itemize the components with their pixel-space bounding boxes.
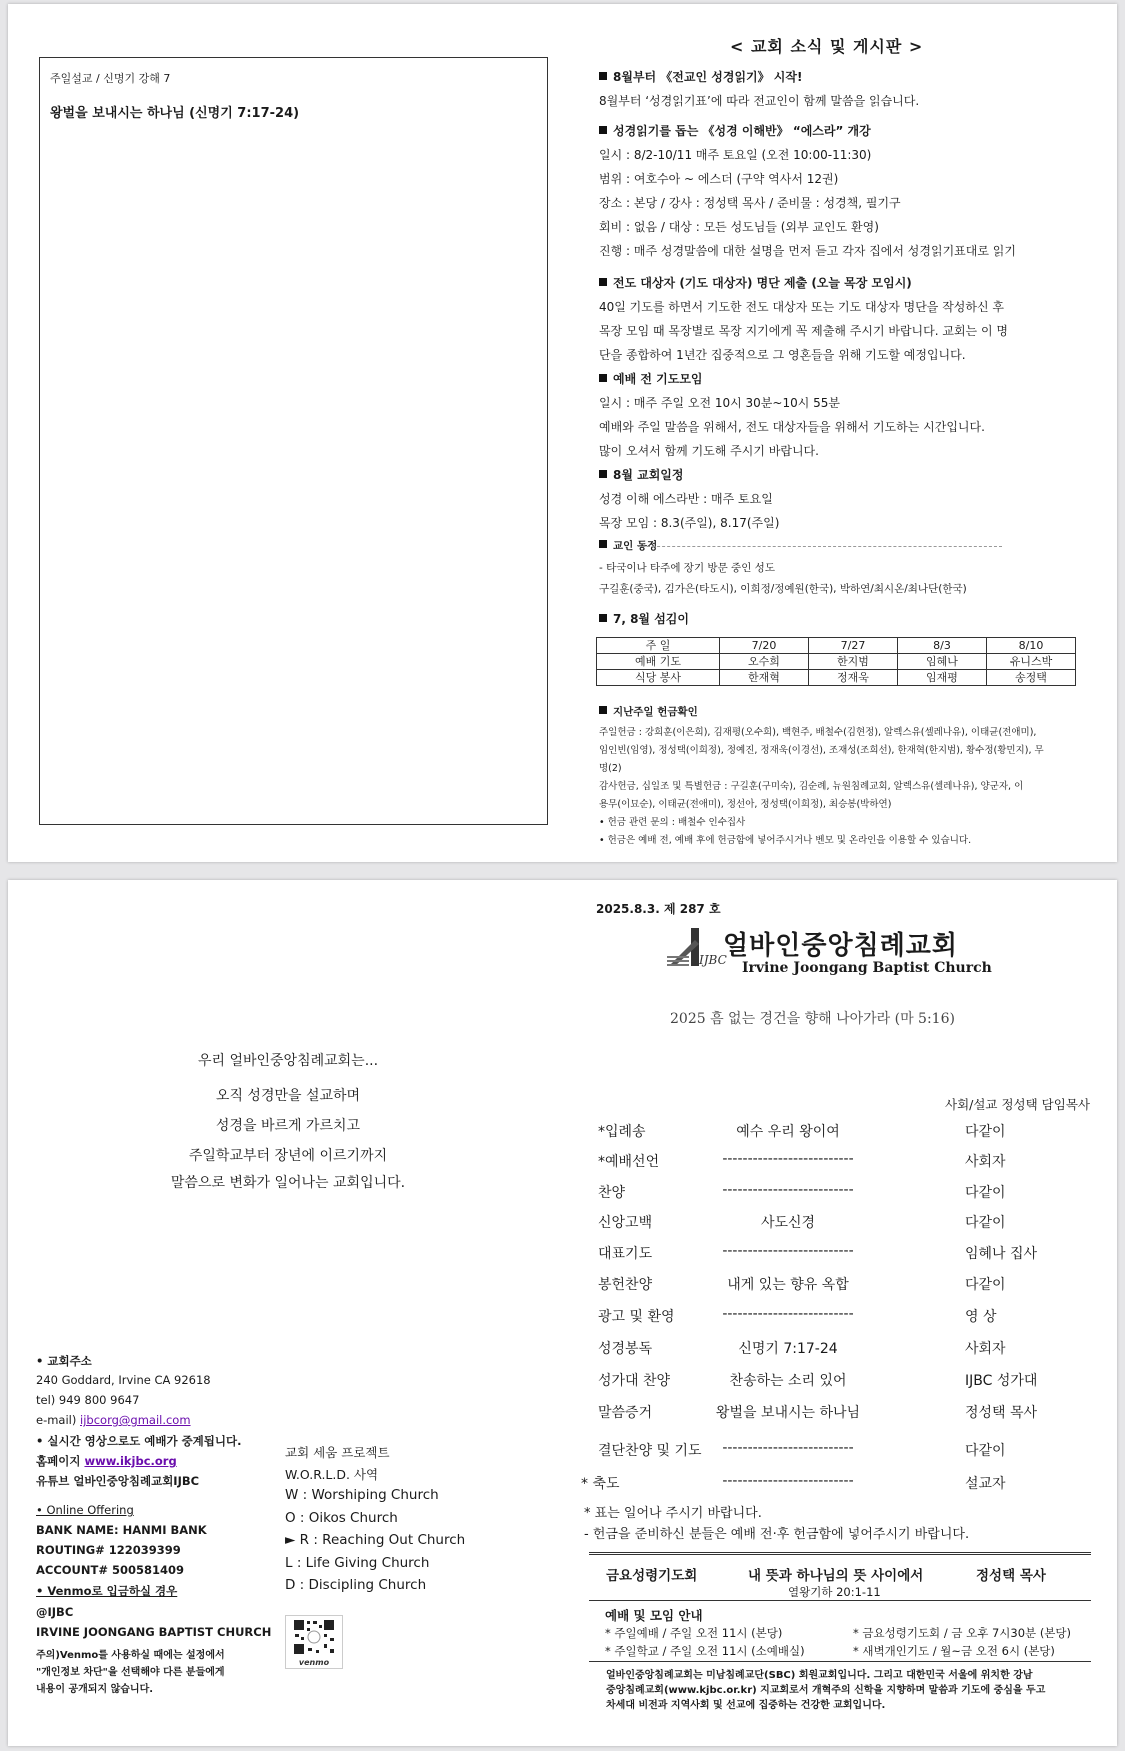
news-line: 일시 : 매주 주일 오전 10시 30분~10시 55분 — [599, 396, 840, 410]
bulletin-cover-page — [8, 880, 1117, 1746]
order-label: *예배선언 — [598, 1154, 660, 1170]
table-cell: 한재혁 — [720, 670, 809, 686]
project-item: O : Oikos Church — [285, 1510, 398, 1526]
order-leader: 다같이 — [965, 1277, 1006, 1293]
about-line: 차세대 비전과 지역사회 및 선교에 집중하는 건강한 교회입니다. — [606, 1700, 886, 1711]
vision-line: 주일학교부터 장년에 이르기까지 — [188, 1148, 388, 1164]
address-label: • 교회주소 — [36, 1354, 92, 1368]
news-line: 구길훈(중국), 김가은(타도시), 이희정/정예원(한국), 박하연/최시온/최나단(한국) — [599, 583, 967, 595]
table-cell: 정재욱 — [809, 670, 898, 686]
news-heading: 교인 동정 — [599, 538, 657, 553]
news-line: 범위 : 여호수아 ~ 에스더 (구약 역사서 12권) — [599, 172, 839, 186]
order-leader: 다같이 — [965, 1124, 1006, 1140]
vision-line: 오직 성경만을 설교하며 — [215, 1088, 361, 1104]
address: 240 Goddard, Irvine CA 92618 — [36, 1373, 211, 1387]
news-line: 8월부터 ‘성경읽기표’에 따라 전교인이 함께 말씀을 읽습니다. — [599, 94, 920, 108]
order-content: 신명기 7:17-24 — [738, 1341, 838, 1357]
news-line: 성경 이해 에스라반 : 매주 토요일 — [599, 492, 773, 506]
venmo-note: "개인정보 차단"을 선택해야 다른 분들에게 — [36, 1667, 225, 1678]
table-cell: 한지범 — [809, 654, 898, 670]
news-line: 예배와 주일 말씀을 위해서, 전도 대상자들을 위해서 기도하는 시간입니다. — [599, 420, 985, 434]
table-row — [597, 654, 1076, 670]
routing-number: ROUTING# 122039399 — [36, 1543, 181, 1557]
order-label: 광고 및 환영 — [598, 1309, 675, 1325]
news-line: 40일 기도를 하면서 기도한 전도 대상자 또는 기도 대상자 명단을 작성하신 후 — [599, 300, 1004, 314]
news-line: 단을 종합하여 1년간 집중적으로 그 영혼들을 위해 기도할 예정입니다. — [599, 348, 966, 362]
news-heading: 지난주일 헌금확인 — [599, 704, 698, 719]
venmo-id: @IJBC — [36, 1605, 74, 1619]
order-leader: 사회자 — [965, 1341, 1006, 1357]
project-title: 교회 세움 프로젝트 — [285, 1445, 390, 1460]
order-leader: 다같이 — [965, 1215, 1006, 1231]
order-content: 예수 우리 왕이여 — [736, 1124, 840, 1140]
table-cell: 송정택 — [987, 670, 1076, 686]
youtube-channel: 유튜브 얼바인중앙침례교회IJBC — [36, 1474, 200, 1488]
vision-line: 말씀으로 변화가 일어나는 교회입니다. — [170, 1175, 406, 1191]
project-subtitle: W.O.R.L.D. 사역 — [285, 1467, 379, 1482]
sermon-notes-box — [39, 57, 548, 825]
offering-line: 용무(이묘순), 이태균(전애미), 정선아, 정성택(이희정), 최승봉(박하연) — [599, 799, 892, 810]
order-content: -------------------------- — [722, 1243, 854, 1259]
meeting-item: * 주일학교 / 주일 오전 11시 (소예배실) — [605, 1644, 805, 1658]
offering-note: - 헌금을 준비하신 분들은 예배 전·후 헌금함에 넣어주시기 바랍니다. — [584, 1527, 970, 1542]
order-leader: IJBC 성가대 — [965, 1373, 1038, 1389]
offering-line: 명(2) — [599, 763, 622, 774]
homepage-row: 홈페이지 www.ikjbc.org — [36, 1454, 177, 1468]
offering-line: • 헌금 관련 문의 : 배철수 인수집사 — [599, 817, 746, 828]
order-leader: 다같이 — [965, 1443, 1006, 1459]
order-content: -------------------------- — [722, 1473, 854, 1489]
vision-line: 성경을 바르게 가르치고 — [215, 1118, 361, 1134]
news-heading: 예배 전 기도모임 — [599, 370, 703, 387]
meeting-item: * 새벽개인기도 / 월~금 오전 6시 (본당) — [853, 1644, 1055, 1658]
project-item: W : Worshiping Church — [285, 1487, 439, 1503]
meetings-heading: 예배 및 모임 안내 — [605, 1608, 703, 1623]
year-motto: 2025 흠 없는 경건을 향해 나아가라 (마 5:16) — [670, 1011, 955, 1027]
venmo-qr-code[interactable] — [285, 1615, 343, 1669]
venmo-label: venmo — [298, 1658, 330, 1667]
venmo-heading: • Venmo로 입금하실 경우 — [36, 1584, 178, 1598]
order-content: 찬송하는 소리 있어 — [729, 1373, 847, 1389]
table-cell: 유니스박 — [987, 654, 1076, 670]
news-line: 회비 : 없음 / 대상 : 모든 성도님들 (외부 교인도 환영) — [599, 220, 879, 234]
order-label: *입례송 — [598, 1124, 646, 1140]
news-heading: 8월 교회일정 — [599, 466, 684, 483]
sermon-title: 왕벌을 보내시는 하나님 (신명기 7:17-24) — [50, 106, 300, 121]
news-heading: 전도 대상자 (기도 대상자) 명단 제출 (오늘 목장 모임시) — [599, 274, 912, 291]
order-leader: 설교자 — [965, 1476, 1006, 1492]
divider — [589, 1552, 1091, 1555]
table-cell: 예배 기도 — [597, 654, 720, 670]
live-stream-note: • 실시간 영상으로도 예배가 중계됩니다. — [36, 1434, 242, 1448]
about-line: 얼바인중앙침례교회는 미남침례교단(SBC) 회원교회입니다. 그리고 대한민국 서울에 위치한 강남 — [606, 1670, 1033, 1681]
order-content: 사도신경 — [760, 1215, 816, 1231]
table-row — [597, 638, 1076, 654]
table-header-cell: 7/27 — [809, 638, 898, 654]
news-line: 목장 모임 : 8.3(주일), 8.17(주일) — [599, 516, 780, 530]
order-content: -------------------------- — [722, 1182, 854, 1198]
homepage-link[interactable]: www.ikjbc.org — [84, 1454, 177, 1468]
news-line: 일시 : 8/2-10/11 매주 토요일 (오전 10:00-11:30) — [599, 148, 872, 162]
friday-prayer-passage: 열왕기하 20:1-11 — [788, 1585, 881, 1599]
order-label: 대표기도 — [598, 1246, 653, 1262]
offering-line: 감사헌금, 십일조 및 특별헌금 : 구길훈(구미숙), 김순례, 뉴원침례교회, 알렉스유(셀레나유), 양군자, 이 — [599, 781, 1024, 792]
email-link[interactable]: ijbcorg@gmail.com — [80, 1413, 191, 1427]
table-row — [597, 670, 1076, 686]
table-cell: 임재평 — [898, 670, 987, 686]
venmo-name: IRVINE JOONGANG BAPTIST CHURCH — [36, 1625, 272, 1639]
divider — [642, 546, 1002, 547]
order-content: -------------------------- — [722, 1306, 854, 1322]
friday-prayer-speaker: 정성택 목사 — [976, 1568, 1046, 1584]
table-cell: 식당 봉사 — [597, 670, 720, 686]
online-offering-heading: • Online Offering — [36, 1503, 134, 1517]
table-header-cell: 주 일 — [597, 638, 720, 654]
meeting-item: * 주일예배 / 주일 오전 11시 (본당) — [605, 1626, 783, 1640]
meeting-item: * 금요성령기도회 / 금 오후 7시30분 (본당) — [853, 1626, 1072, 1640]
project-item: ► R : Reaching Out Church — [285, 1532, 466, 1548]
table-cell: 임혜나 — [898, 654, 987, 670]
order-content: -------------------------- — [722, 1440, 854, 1456]
order-label: 성가대 찬양 — [598, 1373, 671, 1389]
standing-note: * 표는 일어나 주시기 바랍니다. — [584, 1506, 762, 1521]
news-line: 진행 : 매주 성경말씀에 대한 설명을 먼저 듣고 각자 집에서 성경읽기표대로 읽기 — [599, 244, 1016, 258]
friday-prayer-topic: 내 뜻과 하나님의 뜻 사이에서 — [748, 1568, 924, 1584]
news-line: - 타국이나 타주에 장기 방문 중인 성도 — [599, 562, 775, 574]
news-line: 목장 모임 때 목장별로 목장 지기에게 꼭 제출해 주시기 바랍니다. 교회는 이 명 — [599, 324, 1008, 338]
board-title: < 교회 소식 및 게시판 > — [730, 37, 924, 56]
order-label: * 축도 — [581, 1476, 620, 1492]
church-name-korean: 얼바인중앙침례교회 — [723, 931, 959, 961]
presider: 사회/설교 정성택 담임목사 — [945, 1097, 1090, 1112]
order-label: 봉헌찬양 — [598, 1277, 653, 1293]
order-label: 말씀증거 — [598, 1405, 653, 1421]
divider — [589, 1600, 1091, 1601]
venmo-note: 내용이 공개되지 않습니다. — [36, 1684, 154, 1695]
order-leader: 영 상 — [965, 1309, 997, 1325]
news-line: 장소 : 본당 / 강사 : 정성택 목사 / 준비물 : 성경책, 필기구 — [599, 196, 901, 210]
offering-line: • 헌금은 예배 전, 예배 후에 헌금함에 넣어주시거나 벤모 및 온라인을 이용할 수 있습니다. — [599, 835, 972, 846]
friday-prayer-title: 금요성령기도회 — [606, 1568, 698, 1584]
offering-line: 주일헌금 : 강희훈(이은희), 김재평(오수희), 백현주, 배철수(김현정), 알렉스유(셀레나유), 이태균(전애미), — [599, 727, 1037, 738]
bank-name: BANK NAME: HANMI BANK — [36, 1523, 207, 1537]
project-item: L : Life Giving Church — [285, 1555, 430, 1571]
news-heading: 7, 8월 섬김이 — [599, 610, 689, 627]
news-heading: 성경읽기를 돕는 《성경 이해반》 “에스라” 개강 — [599, 122, 871, 139]
order-label: 결단찬양 및 기도 — [598, 1443, 702, 1459]
divider — [589, 1661, 1091, 1662]
order-leader: 임혜나 집사 — [965, 1246, 1038, 1262]
news-heading: 8월부터 《전교인 성경읽기》 시작! — [599, 68, 802, 85]
order-content: 왕벌을 보내시는 하나님 — [715, 1405, 861, 1421]
table-cell: 오수희 — [720, 654, 809, 670]
church-logo-icon — [665, 926, 727, 972]
sermon-series: 주일설교 / 신명기 강해 7 — [50, 72, 171, 85]
vision-intro: 우리 얼바인중앙침례교회는... — [197, 1053, 379, 1069]
duty-table — [596, 637, 1076, 686]
order-label: 신앙고백 — [598, 1215, 653, 1231]
email-row: e-mail) ijbcorg@gmail.com — [36, 1413, 191, 1427]
table-header-cell: 8/3 — [898, 638, 987, 654]
order-label: 성경봉독 — [598, 1341, 653, 1357]
order-leader: 사회자 — [965, 1154, 1006, 1170]
phone: tel) 949 800 9647 — [36, 1393, 140, 1407]
about-line: 중앙침례교회(www.kjbc.or.kr) 지교회로서 개혁주의 신학을 지향하며 말씀과 기도에 중심을 두고 — [606, 1685, 1046, 1696]
account-number: ACCOUNT# 500581409 — [36, 1563, 185, 1577]
logo-text: IJBC — [699, 953, 727, 967]
order-content: -------------------------- — [722, 1151, 854, 1167]
table-header-cell: 7/20 — [720, 638, 809, 654]
offering-line: 임인빈(임영), 정성택(이희정), 정예진, 정재욱(이경선), 조재성(조희선), 한재혁(한지범), 황수정(황민지), 무 — [599, 745, 1044, 756]
order-leader: 정성택 목사 — [965, 1405, 1038, 1421]
order-content: 내게 있는 향유 옥합 — [727, 1277, 849, 1293]
order-leader: 다같이 — [965, 1185, 1006, 1201]
venmo-note: 주의)Venmo를 사용하실 때에는 설정에서 — [36, 1650, 225, 1661]
table-header-cell: 8/10 — [987, 638, 1076, 654]
news-line: 많이 오셔서 함께 기도해 주시기 바랍니다. — [599, 444, 819, 458]
qr-code-icon — [286, 1616, 342, 1668]
issue-number: 2025.8.3. 제 287 호 — [596, 902, 721, 916]
church-name-english: Irvine Joongang Baptist Church — [742, 960, 992, 976]
project-item: D : Discipling Church — [285, 1577, 427, 1593]
bulletin-inner-page — [8, 4, 1117, 862]
order-label: 찬양 — [598, 1185, 626, 1201]
